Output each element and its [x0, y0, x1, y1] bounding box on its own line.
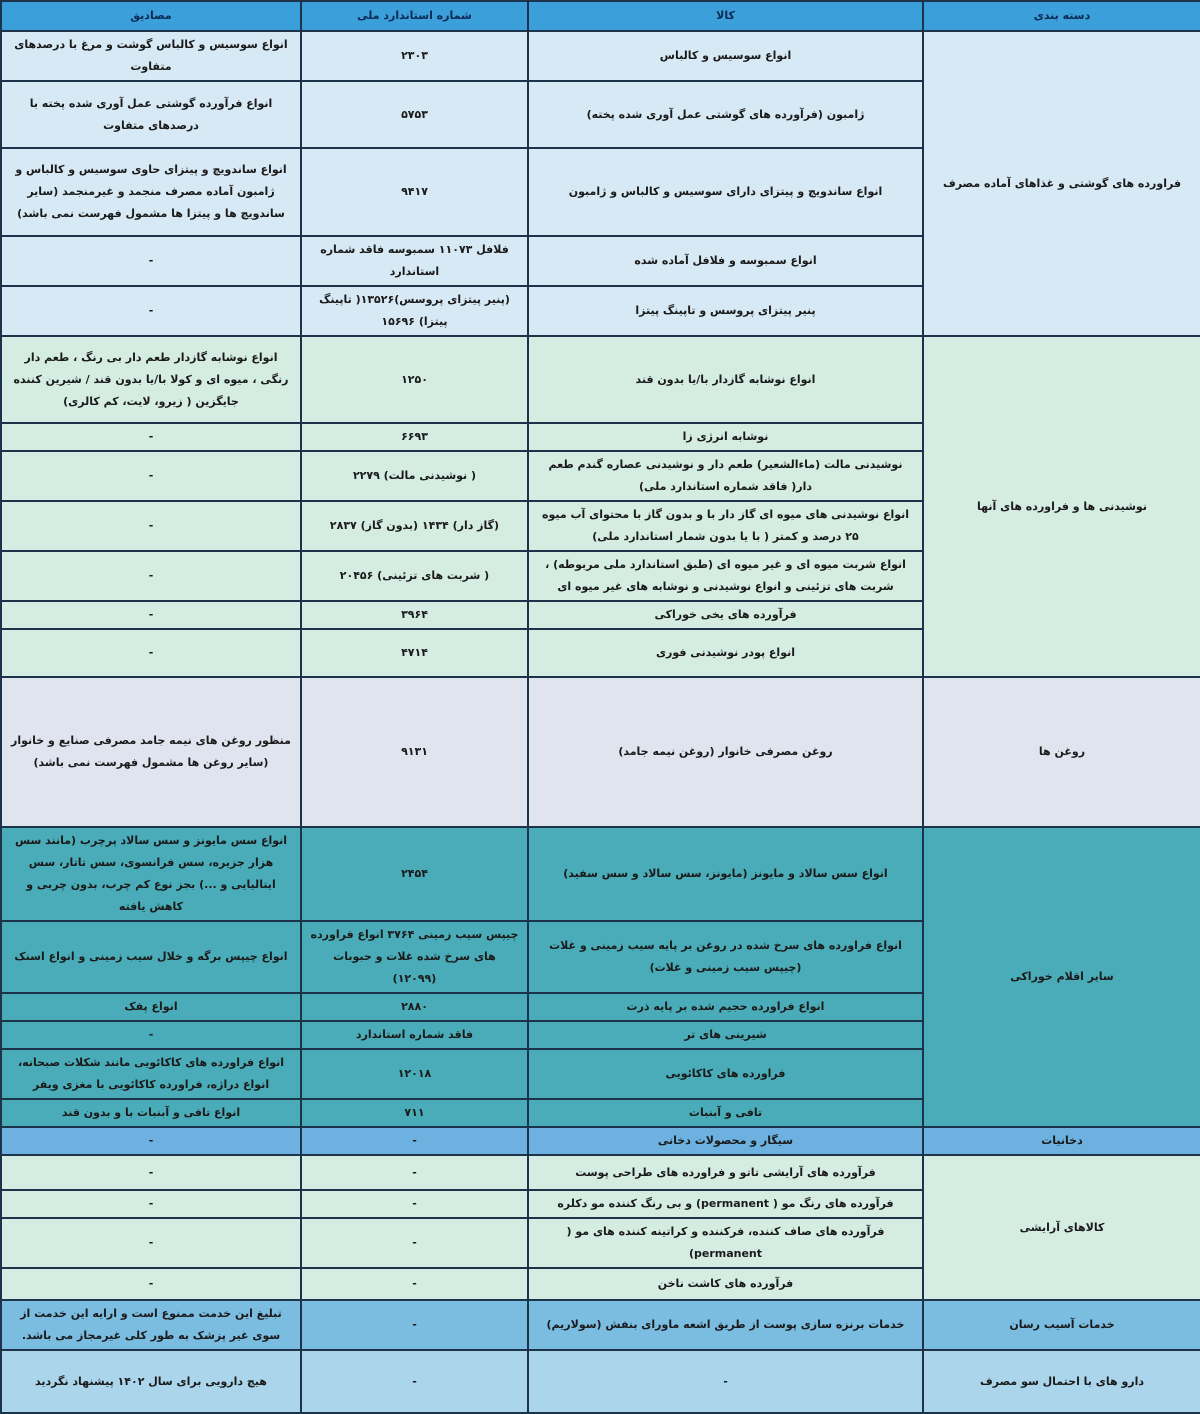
standard-cell: -	[301, 1190, 528, 1218]
category-cell: سایر اقلام خوراکی	[923, 827, 1200, 1127]
item-cell: انواع سوسیس و کالباس	[528, 31, 923, 81]
standard-cell: ۱۲۰۱۸	[301, 1049, 528, 1099]
standard-cell: ۳۹۶۴	[301, 601, 528, 629]
header-row	[1, 1, 1200, 31]
standard-cell: -	[301, 1155, 528, 1190]
examples-cell: -	[1, 286, 301, 336]
standard-cell: ۴۷۱۴	[301, 629, 528, 677]
item-cell: فرآورده های یخی خوراکی	[528, 601, 923, 629]
standard-cell: ۱۲۵۰	[301, 336, 528, 423]
examples-cell: -	[1, 551, 301, 601]
item-cell: فرآورده های آرایشی تاتو و فراورده های طراحی پوست	[528, 1155, 923, 1190]
item-cell: فرآورده های صاف کننده، فرکننده و کراتینه کننده های مو ( permanent)	[528, 1218, 923, 1268]
examples-cell: انواع چیپس برگه و خلال سیب زمینی و انواع اسنک	[1, 921, 301, 993]
examples-cell: -	[1, 601, 301, 629]
item-cell: انواع نوشیدنی های میوه ای گاز دار با و بدون گاز با محتوای آب میوه ۲۵ درصد و کمتر ( با یا بدون شمار استاندارد ملی)	[528, 501, 923, 551]
table-row	[1, 1155, 1200, 1190]
standard-cell: ۲۸۸۰	[301, 993, 528, 1021]
examples-cell: -	[1, 1155, 301, 1190]
item-cell: نوشیدنی مالت (ماءالشعیر) طعم دار و نوشیدنی عصاره گندم طعم دار( فاقد شماره استاندارد ملی)	[528, 451, 923, 501]
item-cell: پنیر پیتزای پروسس و تاپینگ پیتزا	[528, 286, 923, 336]
table-row	[1, 1350, 1200, 1413]
item-cell: تافی و آبنبات	[528, 1099, 923, 1127]
standard-cell: -	[301, 1350, 528, 1413]
standard-cell: ۲۴۵۴	[301, 827, 528, 921]
item-cell: فراورده های کاکائویی	[528, 1049, 923, 1099]
standard-cell: -	[301, 1268, 528, 1300]
category-cell: کالاهای آرایشی	[923, 1155, 1200, 1300]
standard-cell: ۷۱۱	[301, 1099, 528, 1127]
item-cell: فرآورده های رنگ مو ( permanent) و بی رنگ کننده مو دکلره	[528, 1190, 923, 1218]
standard-cell: -	[301, 1127, 528, 1155]
table-row	[1, 1127, 1200, 1155]
standard-cell: فاقد شماره استاندارد	[301, 1021, 528, 1049]
header-item: کالا	[528, 1, 923, 31]
standard-cell: ۹۴۱۷	[301, 148, 528, 236]
standard-cell: چیپس سیب زمینی ۳۷۶۴ انواع فراورده های سرخ شده غلات و حبوبات (۱۲۰۹۹)	[301, 921, 528, 993]
table-row	[1, 677, 1200, 827]
item-cell: نوشابه انرژی زا	[528, 423, 923, 451]
table-row	[1, 336, 1200, 423]
item-cell: ژامبون (فرآورده های گوشتی عمل آوری شده پخته)	[528, 81, 923, 148]
standard-cell: ( نوشیدنی مالت) ۲۲۷۹	[301, 451, 528, 501]
standard-cell: (پنیر پیتزای پروسس)۱۳۵۲۶( تاپینگ پیتزا) ۱۵۶۹۶	[301, 286, 528, 336]
item-cell: انواع سس سالاد و مایونز (مایونز، سس سالاد و سس سفید)	[528, 827, 923, 921]
standard-cell: ۶۶۹۳	[301, 423, 528, 451]
item-cell: انواع سمبوسه و فلافل آماده شده	[528, 236, 923, 286]
examples-cell: تبلیغ این خدمت ممنوع است و ارایه این خدمت از سوی غیر پزشک به طور کلی غیرمجاز می باشد.	[1, 1300, 301, 1350]
item-cell: انواع فراورده حجیم شده بر پایه ذرت	[528, 993, 923, 1021]
header-standard: شماره استاندارد ملی	[301, 1, 528, 31]
examples-cell: -	[1, 1268, 301, 1300]
examples-cell: -	[1, 629, 301, 677]
standard-cell: ( شربت های تزئینی) ۲۰۴۵۶	[301, 551, 528, 601]
category-cell: خدمات آسیب رسان	[923, 1300, 1200, 1350]
examples-cell: -	[1, 501, 301, 551]
examples-cell: انواع ساندویچ و پیتزای حاوی سوسیس و کالباس و ژامبون آماده مصرف منجمد و غیرمنجمد (سایر ساندویچ ها و پیتزا ها مشمول فهرست نمی باشد)	[1, 148, 301, 236]
examples-cell: انواع فراورده های کاکائویی مانند شکلات صبحانه، انواع دراژه، فراورده کاکائویی با مغزی ویفر	[1, 1049, 301, 1099]
category-cell: دخانیات	[923, 1127, 1200, 1155]
examples-cell: انواع تافی و آبنبات با و بدون قند	[1, 1099, 301, 1127]
table-row	[1, 1300, 1200, 1350]
item-cell: خدمات برنزه سازی پوست از طریق اشعه ماورای بنفش (سولاریم)	[528, 1300, 923, 1350]
header-category: دسته بندی	[923, 1, 1200, 31]
examples-cell: -	[1, 1190, 301, 1218]
category-cell: نوشیدنی ها و فراورده های آنها	[923, 336, 1200, 677]
examples-cell: -	[1, 451, 301, 501]
header-examples: مصادیق	[1, 1, 301, 31]
item-cell: انواع ساندویچ و پیتزای دارای سوسیس و کالباس و ژامبون	[528, 148, 923, 236]
examples-cell: انواع سوسیس و کالباس گوشت و مرغ با درصدهای متفاوت	[1, 31, 301, 81]
examples-cell: انواع نوشابه گازدار طعم دار بی رنگ ، طعم دار رنگی ، میوه ای و کولا با/یا بدون قند / شیرین کننده جایگزین ( زیرو، لایت، کم کالری)	[1, 336, 301, 423]
examples-cell: هیچ دارویی برای سال ۱۴۰۲ پیشنهاد نگردید	[1, 1350, 301, 1413]
examples-cell: -	[1, 1218, 301, 1268]
item-cell: انواع پودر نوشیدنی فوری	[528, 629, 923, 677]
examples-cell: منظور روغن های نیمه جامد مصرفی صنایع و خانوار (سایر روغن ها مشمول فهرست نمی باشد)	[1, 677, 301, 827]
item-cell: انواع فراورده های سرخ شده در روغن بر پایه سیب زمینی و غلات (چیپس سیب زمینی و غلات)	[528, 921, 923, 993]
examples-cell: انواع سس مایونز و سس سالاد پرچرب (مانند سس هزار جزیره، سس فرانسوی، سس تاتار، سس ایتالیایی و ...) بجز نوع کم چرب، بدون چربی و کاهش یافته	[1, 827, 301, 921]
item-cell: سیگار و محصولات دخانی	[528, 1127, 923, 1155]
examples-cell: انواع فرآورده گوشتی عمل آوری شده پخته با درصدهای متفاوت	[1, 81, 301, 148]
standard-cell: ۲۳۰۳	[301, 31, 528, 81]
item-cell: انواع شربت میوه ای و غیر میوه ای (طبق استاندارد ملی مربوطه) ، شربت های تزئینی و انواع نوشیدنی و نوشابه های غیر میوه ای	[528, 551, 923, 601]
examples-cell: انواع پفک	[1, 993, 301, 1021]
item-cell: شیرینی های تر	[528, 1021, 923, 1049]
standard-cell: ۵۷۵۳	[301, 81, 528, 148]
standard-cell: -	[301, 1300, 528, 1350]
examples-cell: -	[1, 236, 301, 286]
category-cell: دارو های با احتمال سو مصرف	[923, 1350, 1200, 1413]
examples-cell: -	[1, 1021, 301, 1049]
item-cell: -	[528, 1350, 923, 1413]
table-body	[1, 31, 1200, 1413]
category-cell: فراورده های گوشتی و غذاهای آماده مصرف	[923, 31, 1200, 336]
standard-cell: ۹۱۳۱	[301, 677, 528, 827]
standard-cell: (گاز دار) ۱۴۳۴ (بدون گاز) ۲۸۳۷	[301, 501, 528, 551]
table-row	[1, 31, 1200, 81]
item-cell: انواع نوشابه گازدار با/یا بدون قند	[528, 336, 923, 423]
examples-cell: -	[1, 1127, 301, 1155]
examples-cell: -	[1, 423, 301, 451]
standard-cell: فلافل ۱۱۰۷۳ سمبوسه فاقد شماره استاندارد	[301, 236, 528, 286]
item-cell: فرآورده های کاشت ناخن	[528, 1268, 923, 1300]
standard-cell: -	[301, 1218, 528, 1268]
item-cell: روغن مصرفی خانوار (روغن نیمه جامد)	[528, 677, 923, 827]
category-cell: روغن ها	[923, 677, 1200, 827]
table-row	[1, 827, 1200, 921]
